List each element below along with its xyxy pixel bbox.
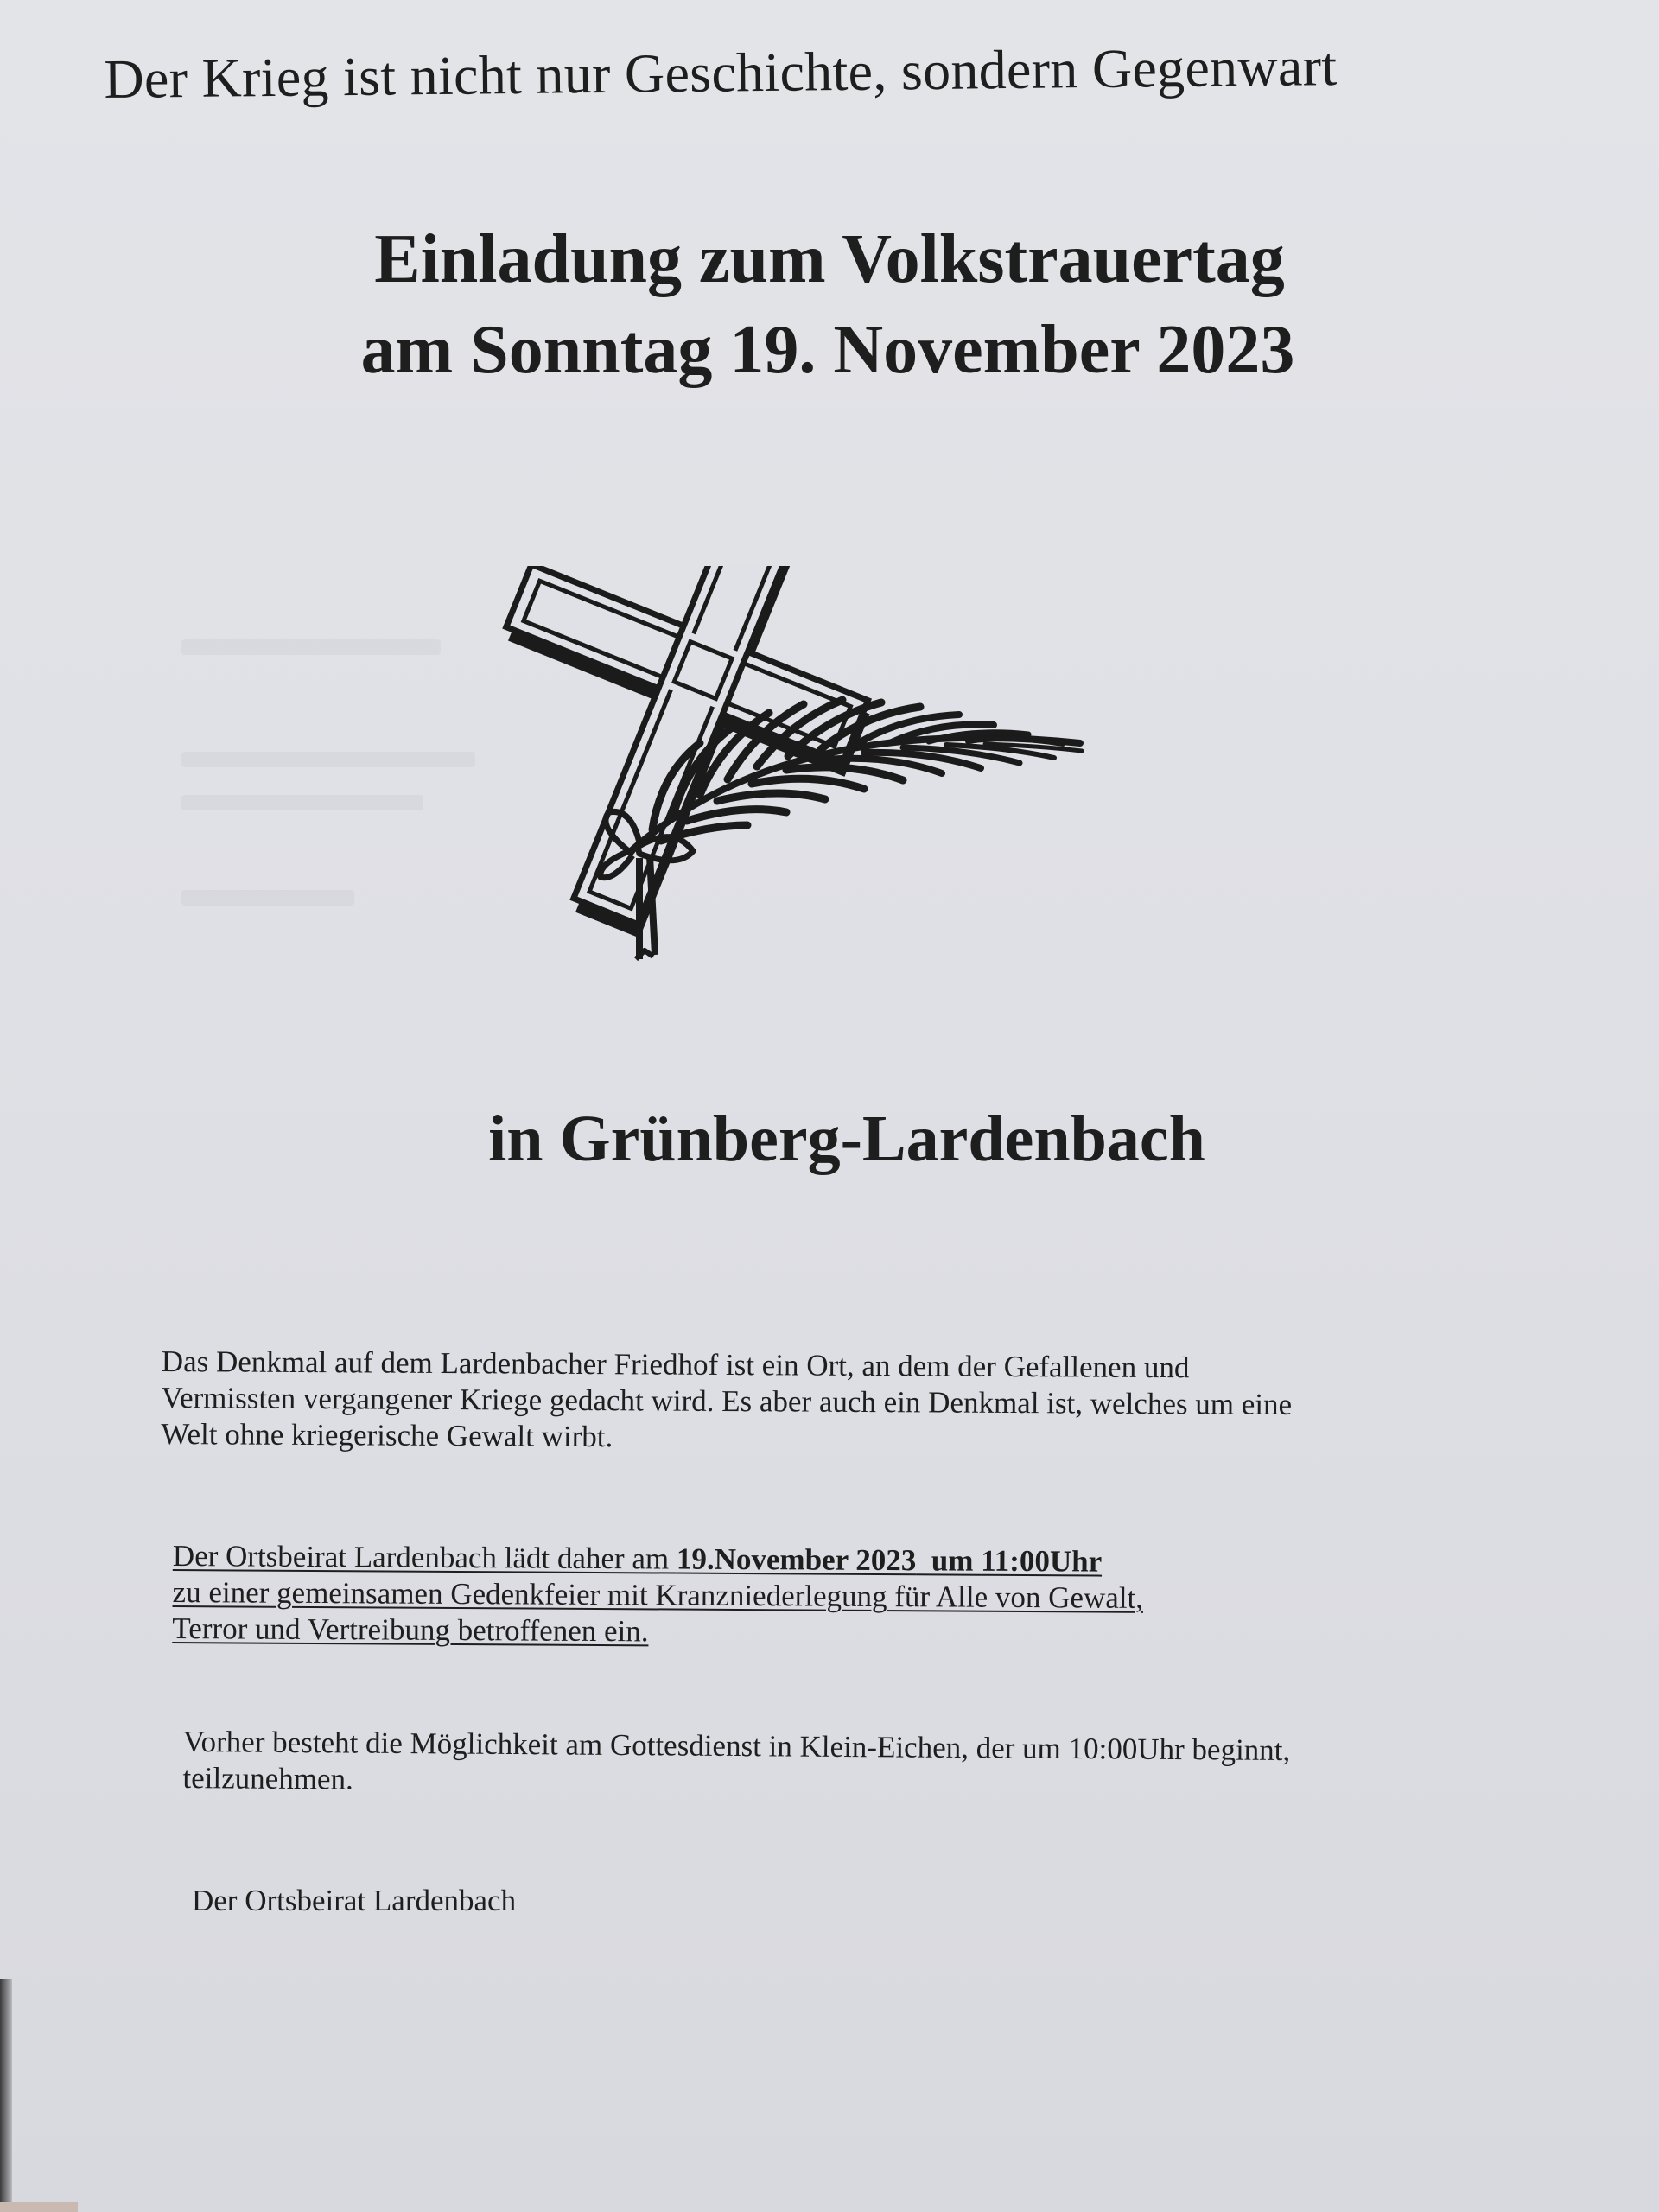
page-title-line-1: Einladung zum Volkstrauertag (374, 221, 1285, 297)
show-through-text (181, 795, 423, 810)
show-through-text (181, 752, 475, 767)
show-through-text (181, 890, 354, 906)
finger-edge (0, 2202, 78, 2212)
event-location: in Grünberg-Lardenbach (488, 1103, 1205, 1175)
show-through-text (181, 639, 441, 655)
invitation-line: Terror und Vertreibung betroffenen ein. (172, 1611, 649, 1649)
service-line: teilzunehmen. (182, 1760, 353, 1796)
signature: Der Ortsbeirat Lardenbach (192, 1884, 517, 1917)
invitation-line: zu einer gemeinsamen Gedenkfeier mit Kranzniederlegung für Alle von Gewalt, (172, 1574, 1144, 1615)
tagline: Der Krieg ist nicht nur Geschichte, sondern Gegenwart (104, 35, 1338, 110)
invitation-text: Der Ortsbeirat Lardenbach lädt daher am (172, 1539, 677, 1576)
event-time: 11:00Uhr (981, 1543, 1103, 1579)
invitation-paragraph (172, 1538, 1143, 1653)
intro-line: Das Denkmal auf dem Lardenbacher Friedhof ist ein Ort, an dem der Gefallenen und (161, 1344, 1190, 1385)
event-date: 19.November 2023 (676, 1541, 917, 1578)
intro-line: Vermissten vergangener Kriege gedacht wird. Es aber auch ein Denkmal ist, welches um eine (161, 1380, 1293, 1421)
intro-line: Welt ohne kriegerische Gewalt wirbt. (161, 1416, 613, 1454)
clipboard-edge (0, 1979, 12, 2212)
service-paragraph (182, 1724, 1290, 1805)
cross-with-palm-branch-icon (501, 566, 1158, 972)
invitation-line (173, 1538, 1144, 1580)
intro-paragraph (161, 1344, 1292, 1459)
page-title-line-2: am Sonntag 19. November 2023 (360, 312, 1295, 388)
service-line: Vorher besteht die Möglichkeit am Gottesdienst in Klein-Eichen, der um 10:00Uhr beginnt, (182, 1725, 1291, 1768)
invitation-text: um (916, 1543, 982, 1578)
